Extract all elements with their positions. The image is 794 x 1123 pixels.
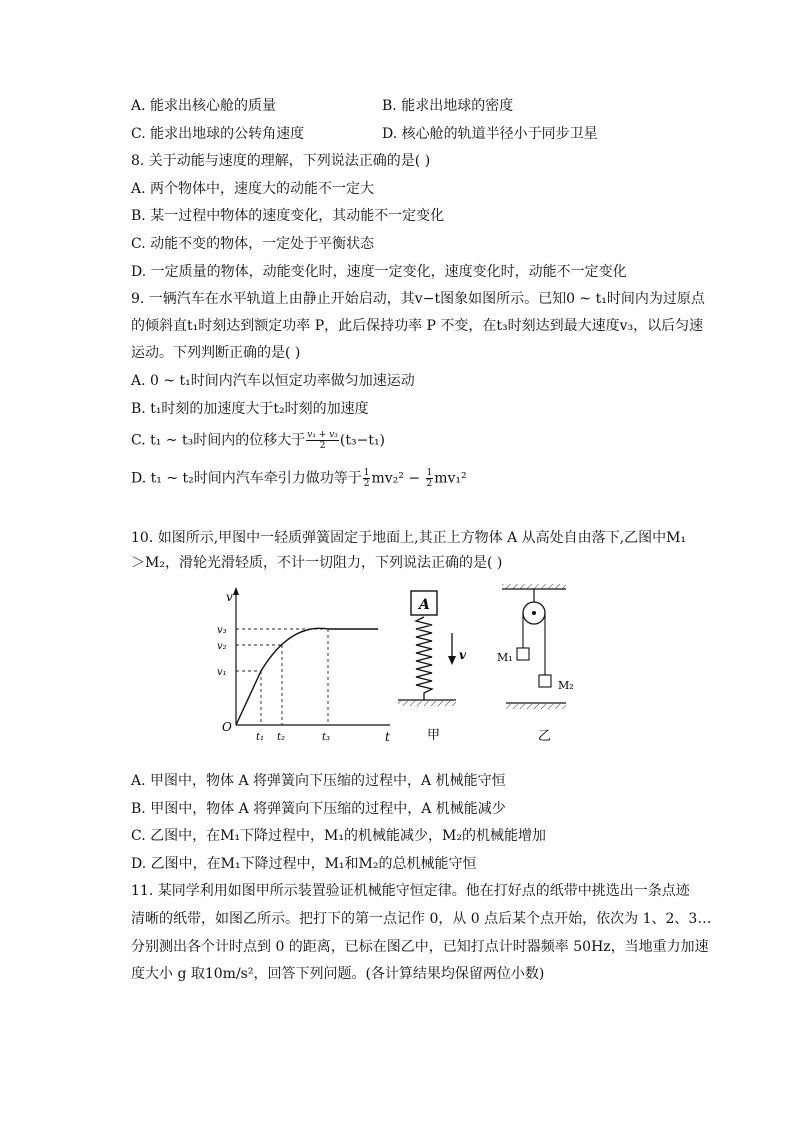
t1-label: t₁ [256,732,265,743]
m2-label: M₂ [558,679,574,692]
v-axis-arrow [233,587,239,595]
q9-stem-line2: 的倾斜直t₁时刻达到额定功率 P，此后保持功率 P 不变，在t₃时刻达到最大速度v₃，以后匀速 [131,318,704,334]
q9-option-d-tail: mv₁² [434,470,467,487]
q9-option-d-mid: mv₂² − [371,470,425,487]
q9-option-c-fraction: $\frac{\text{v₁ + v₃}}{2}$ [307,430,338,451]
q7-option-b: B. 能求出地球的密度 [382,98,514,114]
m1-label: M₁ [497,651,513,664]
pulley-setup [497,584,574,744]
q7-option-c: C. 能求出地球的公转角速度 [131,126,305,142]
velocity-arrow-head [448,656,456,665]
q9-option-d-fraction-2: $\frac{1}{2}$ [426,468,433,489]
origin-label: O [222,720,232,734]
velocity-label: v [459,648,466,662]
q9-option-d [131,468,467,489]
block-a-label: A [419,597,430,613]
vt-curve [236,628,378,725]
q8-option-d: D. 一定质量的物体，动能变化时，速度一定变化，速度变化时，动能不一定变化 [131,264,627,280]
yi-label: 乙 [538,729,552,744]
q7-option-a: A. 能求出核心舱的质量 [131,98,277,114]
t2-label: t₂ [277,732,286,743]
q9-option-c [131,430,385,451]
pulley-axle [532,611,536,615]
q8-option-c: C. 动能不变的物体，一定处于平衡状态 [131,236,375,252]
guide-lines [236,629,328,725]
ground-hatch-yi [506,704,566,709]
v-axis-label: v [226,590,233,604]
q9-option-c-tail: (t₃−t₁) [339,432,386,449]
q10-figure [200,583,580,748]
t-axis-label: t [385,730,390,744]
q9-option-d-text: D. t₁ ~ t₂时间内汽车牵引力做功等于 [131,470,362,487]
v3-label: v₃ [217,625,227,636]
q10-stem-line2: ＞M₂，滑轮光滑轻质，不计一切阻力，下列说法正确的是( ) [131,555,503,571]
jia-label: 甲 [427,728,441,743]
spring [416,617,432,700]
v2-label: v₂ [217,641,227,652]
q10-option-d: D. 乙图中，在M₁下降过程中，M₁和M₂的总机械能守恒 [131,856,477,872]
q11-line2: 清晰的纸带，如图乙所示。把打下的第一点记作 0，从 0 点后某个点开始，依次为 1、2、3… [131,911,712,927]
ground-hatch-jia [398,701,456,706]
q8-option-b: B. 某一过程中物体的速度变化，其动能不一定变化 [131,208,445,224]
q9-option-c-text: C. t₁ ~ t₃时间内的位移大于 [131,432,306,449]
q10-option-a: A. 甲图中，物体 A 将弹簧向下压缩的过程中，A 机械能守恒 [131,773,506,789]
q7-option-d: D. 核心舱的轨道半径小于同步卫星 [382,126,598,142]
q9-stem-line3: 运动。下列判断正确的是( ) [131,345,301,361]
q9-option-b: B. t₁时刻的加速度大于t₂时刻的加速度 [131,401,369,417]
q10-stem-line1: 10. 如图所示,甲图中一轻质弹簧固定于地面上,其正上方物体 A 从高处自由落下,乙图中M₁ [131,530,687,546]
q9-stem-line1: 9. 一辆汽车在水平轨道上由静止开始启动，其v−t图象如图所示。已知0 ~ t₁时间内为过原点 [131,291,705,307]
ceiling-hatch [502,584,566,589]
mass-m2 [539,675,551,687]
q11-line4: 度大小 g 取10m/s²，回答下列问题。(各计算结果均保留两位小数) [131,966,545,982]
q8-option-a: A. 两个物体中，速度大的动能不一定大 [131,181,375,197]
q10-option-c: C. 乙图中，在M₁下降过程中，M₁的机械能减少，M₂的机械能增加 [131,828,546,844]
q8-stem: 8. 关于动能与速度的理解，下列说法正确的是( ) [131,153,431,169]
t3-label: t₃ [322,732,331,743]
q11-line3: 分别测出各个计时点到 0 的距离，已标在图乙中，已知打点计时器频率 50Hz，当地重力加速 [131,939,709,955]
vt-graph [217,587,390,744]
v1-label: v₁ [217,667,227,678]
mass-m1 [517,648,529,660]
spring-setup [398,591,467,743]
q9-option-a: A. 0 ~ t₁时间内汽车以恒定功率做匀加速运动 [131,373,415,389]
q10-option-b: B. 甲图中，物体 A 将弹簧向下压缩的过程中，A 机械能减少 [131,801,506,817]
q9-option-d-fraction-1: $\frac{1}{2}$ [363,468,370,489]
q10-figure-svg [200,583,580,748]
q11-line1: 11. 某同学利用如图甲所示装置验证机械能守恒定律。他在打好点的纸带中挑选出一条点迹 [131,883,690,899]
